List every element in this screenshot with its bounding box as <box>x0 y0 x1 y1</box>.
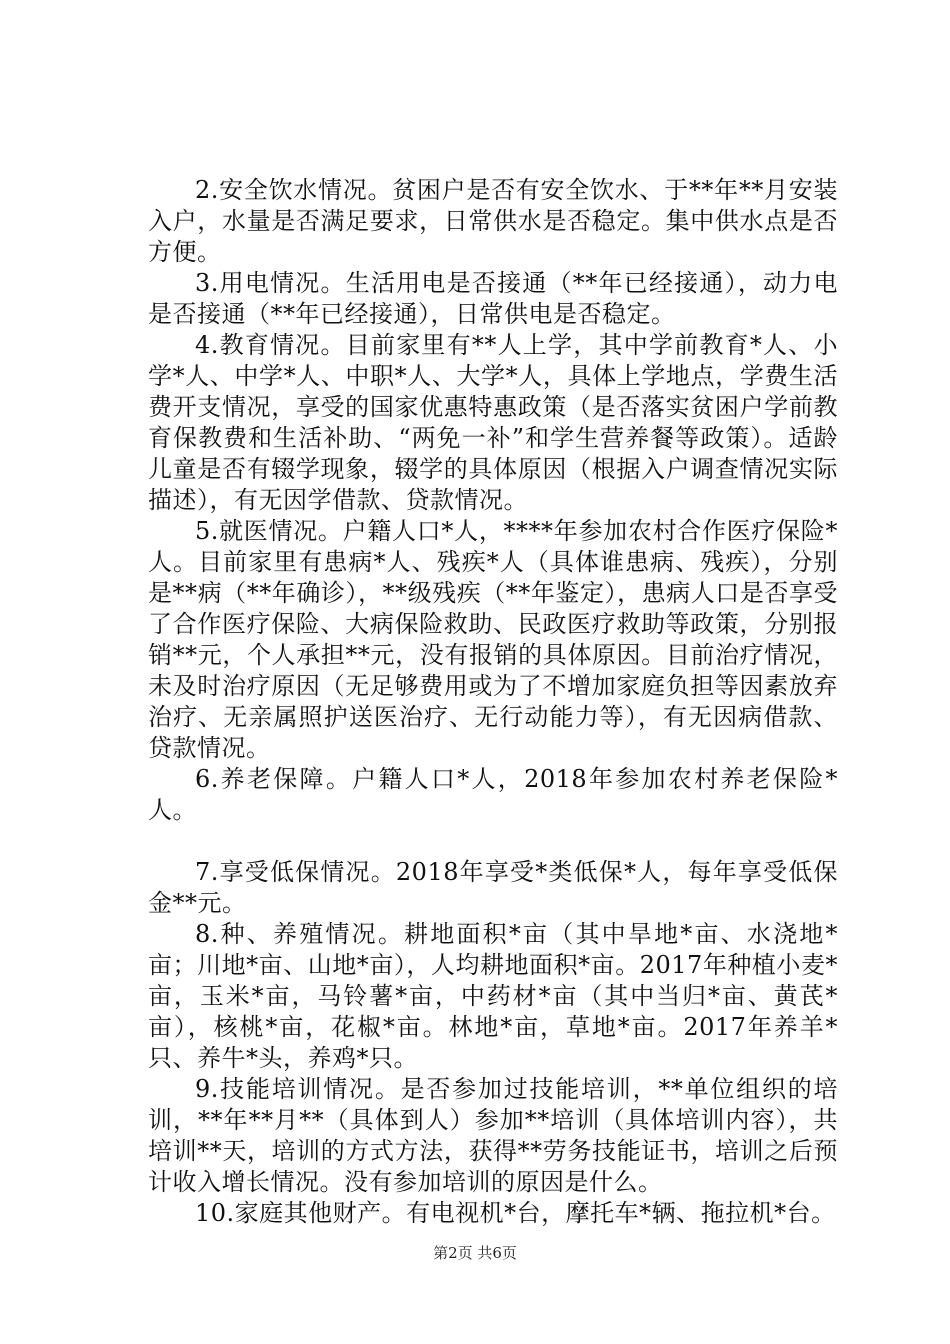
document-body <box>148 175 838 1229</box>
paragraph-education: 4.教育情况。目前家里有**人上学，其中学前教育*人、小学*人、中学*人、中职*人、大学*人，具体上学地点，学费生活费开支情况，享受的国家优惠特惠政策（是否落实贫困户学前教育保教费和生活补助、“两免一补”和学生营养餐等政策）。适龄儿童是否有辍学现象，辍学的具体原因（根据入户调查情况实际描述），有无因学借款、贷款情况。 <box>148 331 838 514</box>
paragraph-skills-training: 9.技能培训情况。是否参加过技能培训，**单位组织的培训，**年**月**（具体到人）参加**培训（具体培训内容），共培训**天，培训的方式方法，获得**劳务技能证书，培训之后预计收入增长情况。没有参加培训的原因是什么。 <box>148 1075 838 1196</box>
paragraph-medical: 5.就医情况。户籍人口*人，****年参加农村合作医疗保险*人。目前家里有患病*人、残疾*人（具体谁患病、残疾），分别是**病（**年确诊），**级残疾（**年鉴定），患病人口是否享受了合作医疗保险、大病保险救助、民政医疗救助等政策，分别报销**元，个人承担**元，没有报销的具体原因。目前治疗情况，未及时治疗原因（无足够费用或为了不增加家庭负担等因素放弃治疗、无亲属照护送医治疗、无行动能力等），有无因病借款、贷款情况。 <box>148 517 838 762</box>
paragraph-pension: 6.养老保障。户籍人口*人，2018年参加农村养老保险*人。 <box>148 765 838 824</box>
paragraph-electricity: 3.用电情况。生活用电是否接通（**年已经接通），动力电是否接通（**年已经接通），日常供电是否稳定。 <box>148 269 838 328</box>
paragraph-safe-drinking-water: 2.安全饮水情况。贫困户是否有安全饮水、于**年**月安装入户，水量是否满足要求，日常供水是否稳定。集中供水点是否方便。 <box>148 176 838 266</box>
paragraph-farming: 8.种、养殖情况。耕地面积*亩（其中旱地*亩、水浇地*亩；川地*亩、山地*亩），人均耕地面积*亩。2017年种植小麦*亩，玉米*亩，马铃薯*亩，中药材*亩（其中当归*亩、黄芪*亩），核桃*亩，花椒*亩。林地*亩，草地*亩。2017年养羊*只、养牛*头，养鸡*只。 <box>148 920 838 1072</box>
paragraph-subsistence-allowance: 7.享受低保情况。2018年享受*类低保*人，每年享受低保金**元。 <box>148 858 838 917</box>
page-number-footer: 第2页 共6页 <box>433 1244 517 1262</box>
paragraph-other-property: 10.家庭其他财产。有电视机*台，摩托车*辆、拖拉机*台。 <box>195 1199 836 1227</box>
